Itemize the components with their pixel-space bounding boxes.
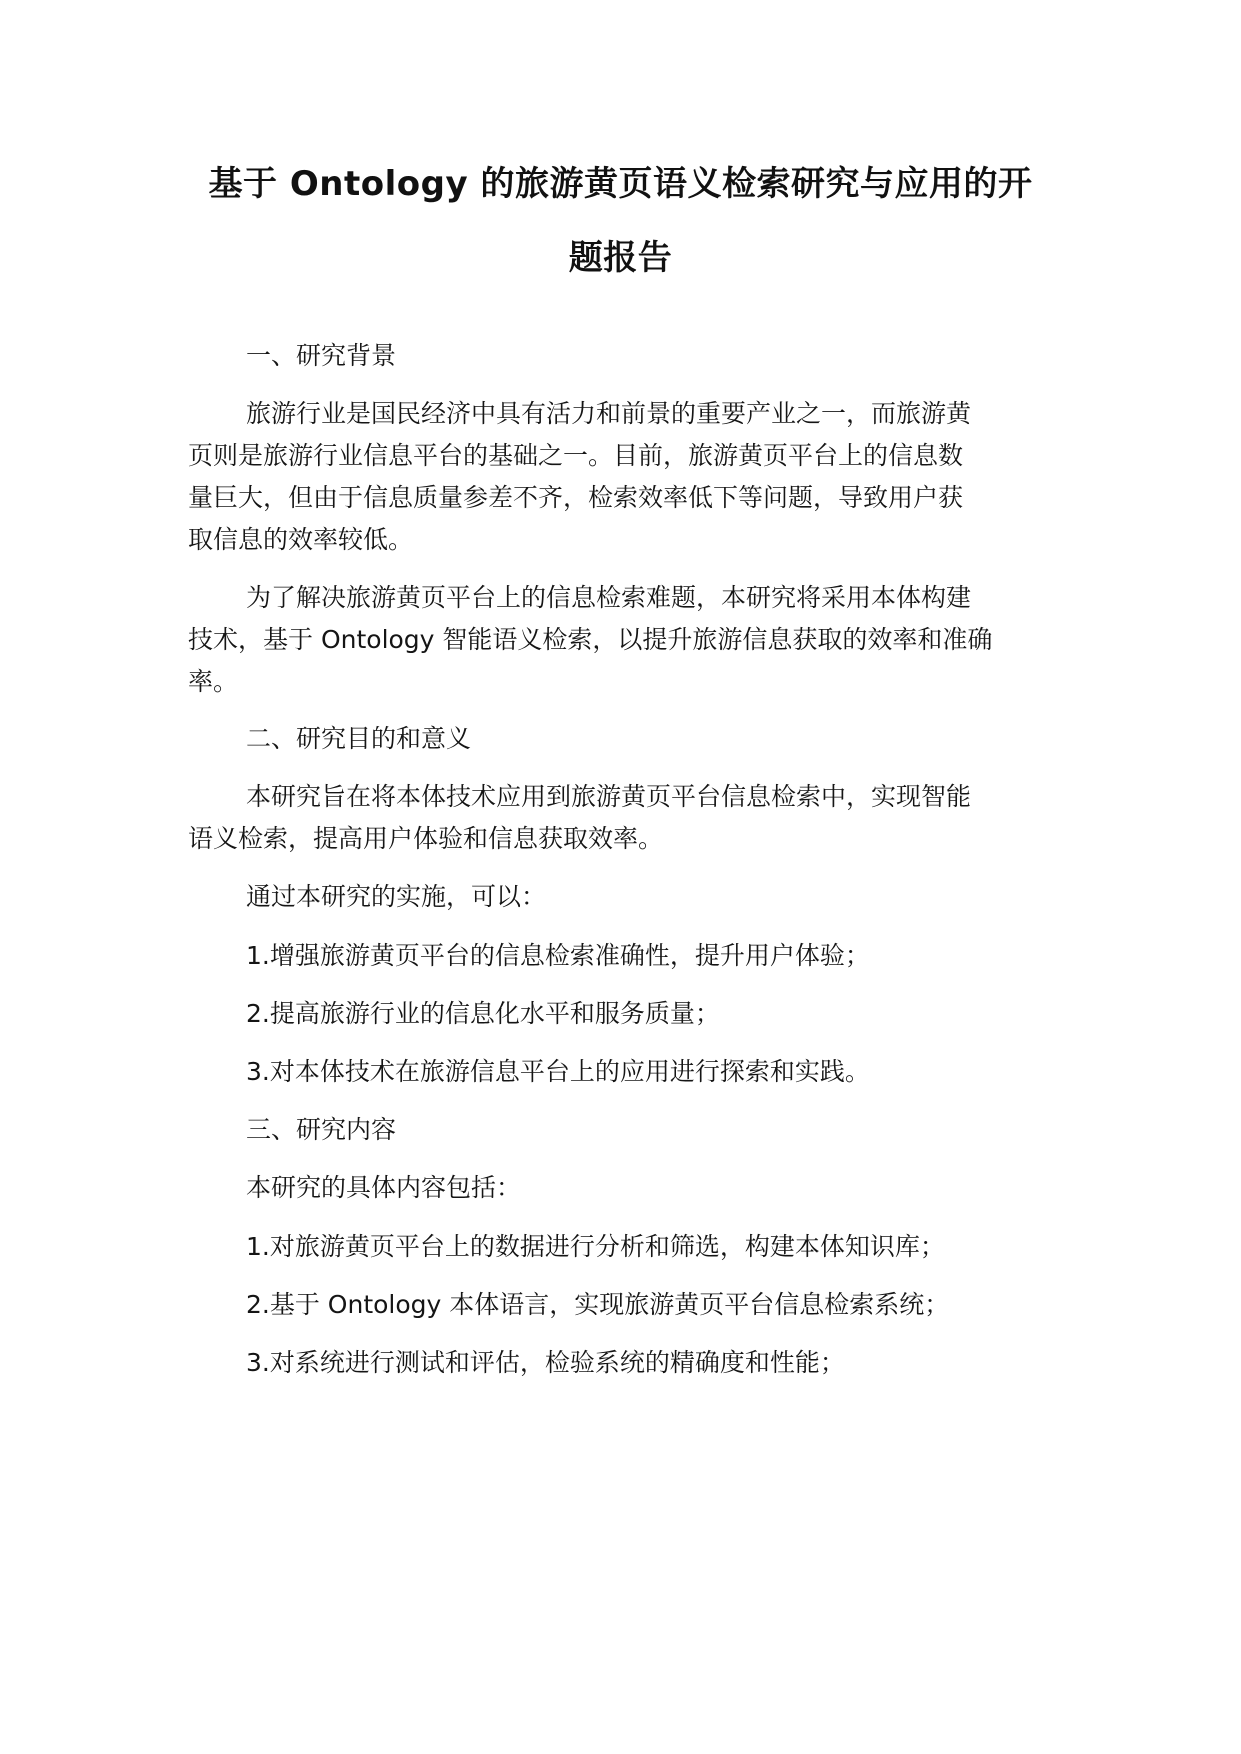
paragraph-line: 旅游行业是国民经济中具有活力和前景的重要产业之一，而旅游黄 bbox=[246, 399, 972, 428]
paragraph-line: 语义检索，提高用户体验和信息获取效率。 bbox=[188, 824, 664, 853]
paragraph-line: 本研究的具体内容包括： bbox=[246, 1173, 522, 1202]
list-item: 3.对本体技术在旅游信息平台上的应用进行探索和实践。 bbox=[246, 1057, 870, 1086]
paragraph-line: 取信息的效率较低。 bbox=[188, 525, 414, 554]
paragraph-line: 为了解决旅游黄页平台上的信息检索难题，本研究将采用本体构建 bbox=[246, 583, 972, 612]
list-item: 3.对系统进行测试和评估，检验系统的精确度和性能； bbox=[246, 1348, 845, 1377]
list-item: 1.对旅游黄页平台上的数据进行分析和筛选，构建本体知识库； bbox=[246, 1232, 945, 1261]
section-heading-content: 三、研究内容 bbox=[246, 1115, 397, 1144]
paragraph-line: 本研究旨在将本体技术应用到旅游黄页平台信息检索中，实现智能 bbox=[246, 782, 972, 811]
paragraph-line: 率。 bbox=[188, 667, 239, 696]
section-heading-background: 一、研究背景 bbox=[246, 341, 397, 370]
section-heading-purpose: 二、研究目的和意义 bbox=[246, 724, 472, 753]
paragraph-line: 技术，基于 Ontology 智能语义检索，以提升旅游信息获取的效率和准确 bbox=[188, 625, 993, 654]
document-title-line-1: 基于 Ontology 的旅游黄页语义检索研究与应用的开 bbox=[208, 164, 1033, 204]
paragraph-line: 通过本研究的实施，可以： bbox=[246, 882, 547, 911]
list-item: 1.增强旅游黄页平台的信息检索准确性，提升用户体验； bbox=[246, 941, 870, 970]
document-title-line-2: 题报告 bbox=[568, 238, 673, 278]
list-item: 2.基于 Ontology 本体语言，实现旅游黄页平台信息检索系统； bbox=[246, 1290, 950, 1319]
paragraph-line: 页则是旅游行业信息平台的基础之一。目前，旅游黄页平台上的信息数 bbox=[188, 441, 964, 470]
paragraph-line: 量巨大，但由于信息质量参差不齐，检索效率低下等问题，导致用户获 bbox=[188, 483, 964, 512]
list-item: 2.提高旅游行业的信息化水平和服务质量； bbox=[246, 999, 720, 1028]
